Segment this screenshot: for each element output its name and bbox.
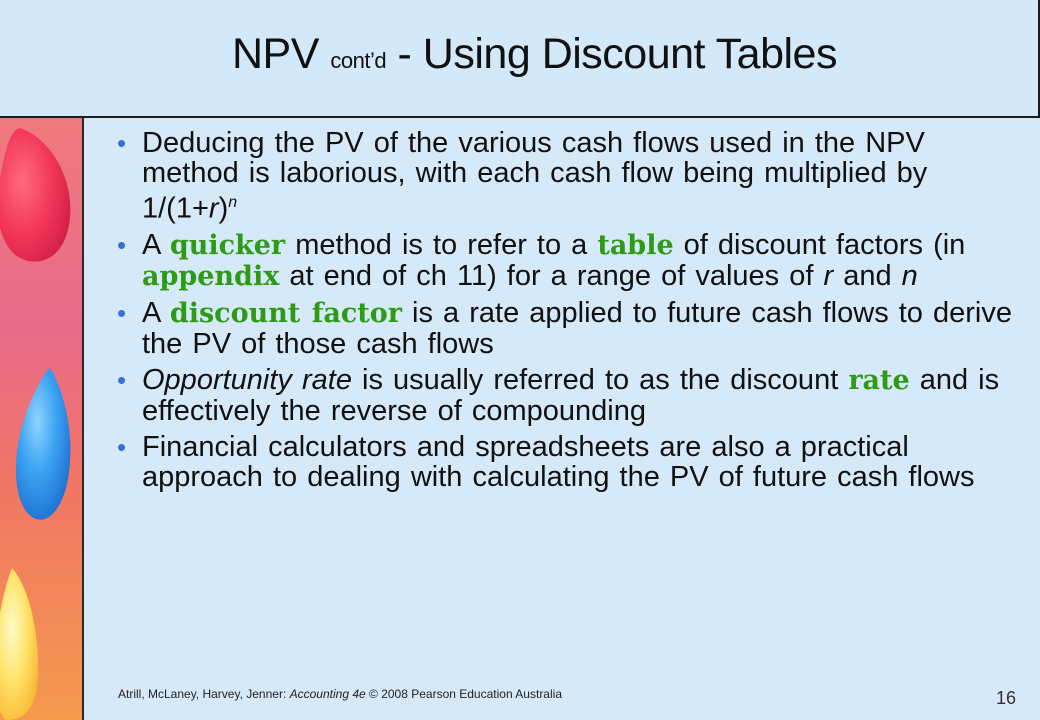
highlight-table: table <box>597 229 674 261</box>
bullet-var-r: r <box>823 259 834 292</box>
footer-copyright: © 2008 Pearson Education Australia <box>365 687 562 701</box>
bullet-text: Deducing the PV of the various cash flows used in the NPV method is laborious, with each cash flow being multiplied by 1/(1+ <box>142 127 928 225</box>
highlight-appendix: appendix <box>142 260 280 292</box>
page-number: 16 <box>996 688 1017 708</box>
decorative-side-strip <box>0 118 82 720</box>
title-part-subject: - Using Discount Tables <box>386 30 837 78</box>
bullet-text: method is to refer to a <box>285 228 598 261</box>
highlight-discount-factor: discount factor <box>169 297 402 329</box>
bullet-emphasis: Opportunity rate <box>142 363 352 396</box>
bullet-exponent-n: n <box>228 194 238 211</box>
bullet-dot-icon: • <box>117 297 127 328</box>
highlight-rate: rate <box>848 364 910 396</box>
bullet-text: and <box>833 259 902 292</box>
bullet-dot-icon: • <box>117 128 127 158</box>
bullet-text: Financial calculators and spreadsheets are also a practical approach to dealing with calculating the PV of future cash flows <box>142 430 975 493</box>
bullet-text: at end of ch 11) for a range of values of <box>279 259 824 292</box>
bullet-item <box>117 228 1027 292</box>
bullet-text: and is effectively the reverse of compounding <box>142 363 1000 427</box>
bullet-text: is a rate applied to future cash flows to derive the PV of those cash flows <box>142 296 1012 360</box>
colored-drops-graphic <box>0 118 82 720</box>
content-area <box>84 118 1040 720</box>
bullet-dot-icon: • <box>117 431 127 462</box>
title-band <box>0 0 1040 118</box>
bullet-dot-icon: • <box>117 229 127 260</box>
bullet-text: ) <box>218 192 229 225</box>
bullet-dot-icon: • <box>117 364 127 395</box>
bullet-item <box>117 296 1027 360</box>
footer-book-title: Accounting 4e <box>289 687 366 701</box>
highlight-quicker: quicker <box>169 229 286 261</box>
bullet-list <box>117 127 1027 498</box>
footer-authors: Atrill, McLaney, Harvey, Jenner: <box>118 687 290 701</box>
slide-title <box>232 30 837 79</box>
bullet-var-n: n <box>901 259 918 292</box>
bullet-text: A <box>142 228 170 261</box>
bullet-var-r: r <box>208 192 219 225</box>
bullet-text: A <box>142 296 170 329</box>
bullet-item <box>117 363 1027 427</box>
footer-credit <box>118 687 562 701</box>
title-part-contd: cont’d <box>330 48 387 73</box>
bullet-text: is usually referred to as the discount <box>351 363 849 396</box>
bullet-item <box>117 430 1027 493</box>
bullet-text: of discount factors (in <box>673 228 966 261</box>
bullet-item <box>117 127 1027 225</box>
title-part-npv: NPV <box>232 30 331 78</box>
